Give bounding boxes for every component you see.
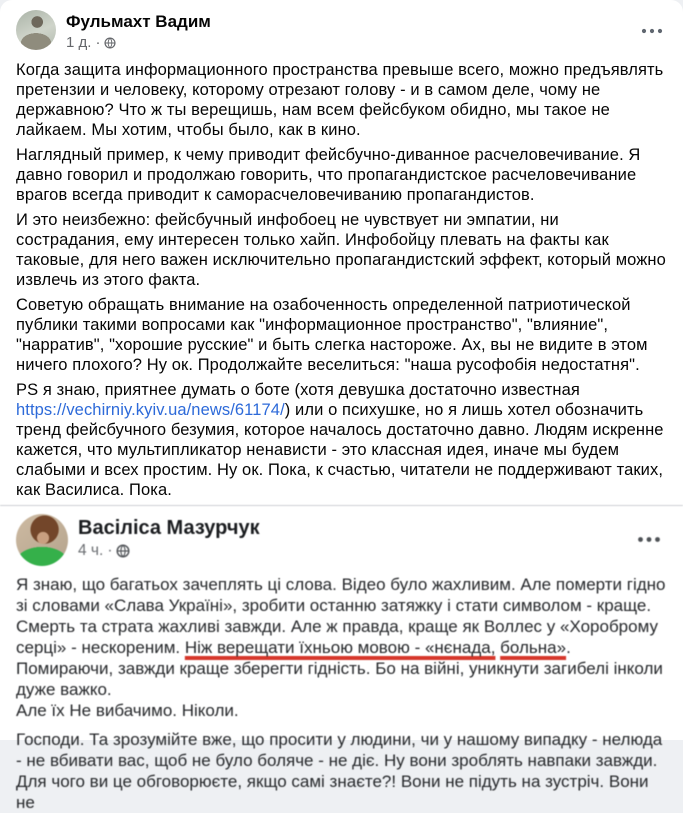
ps-text-after: ) или о психушке, но я лишь хотел обозначить тренд фейсбучного безумия, которое началось достаточно давно. Людям искренне кажется, что мультипликатор ненависти - это классная идея, иначе мы будем слабыми и всех простим. Ну ок. Пока, к счастью, читатели не поддерживают таких, как Василиса. Пока. (16, 401, 664, 499)
ps-text-before: PS я знаю, приятнее думать о боте (хотя девушка достаточно известная (16, 381, 580, 399)
quoted-author-avatar (16, 514, 68, 566)
post-paragraph: Наглядный пример, к чему приводит фейсбучно-диванное расчеловечивание. Я давно говорил и продолжаю говорить, что пропагандистское расчеловечивание врагов всегда приводит к саморасчеловечиванию пропагандистов. (16, 145, 667, 205)
author-name[interactable]: Фульмахт Вадим (66, 12, 211, 32)
globe-icon (104, 37, 116, 49)
post-options-button[interactable] (635, 16, 669, 43)
quoted-paragraph (16, 574, 667, 721)
post-paragraph: Когда защита информационного пространства превыше всего, можно предъявлять претензии и человеку, которому отрезают голову - и в самом деле, чому не державною? Что ж ты верещишь, нам всем фейсбуком обидно, мы такое не лайкаем. Мы хотим, чтобы было, как в кино. (16, 60, 667, 140)
author-avatar[interactable] (16, 10, 56, 50)
quoted-post-timestamp: 4 ч. (78, 542, 103, 560)
attached-screenshot-of-quoted-post[interactable] (0, 505, 683, 813)
red-underlined-text: Ніж верещати їхньою мовою - «нєнада, (185, 638, 496, 657)
quote-text-line: Але їх Не вибачимо. Ніколи. (16, 701, 239, 720)
quoted-post-text (0, 566, 683, 813)
ellipsis-icon (641, 28, 663, 34)
author-meta (66, 10, 211, 51)
globe-icon (116, 544, 130, 558)
post-timestamp[interactable]: 1 д. (66, 34, 91, 51)
quoted-author-meta (78, 514, 260, 560)
quoted-post-options-ellipsis-icon (633, 526, 665, 552)
post-meta-line (66, 34, 211, 51)
post-text (0, 51, 683, 500)
post-paragraph-ps (16, 380, 667, 500)
post-paragraph: И это неизбежно: фейсбучный инфобоец не чувствует ни эмпатии, ни сострадания, ему интересен только хайп. Инфобойцу плевать на факты как таковые, для него важен исключительно пропагандистский эффект, который можно извлечь из этого факта. (16, 210, 667, 290)
quote-text-after: . Помираючи, завжди краще зберегти гідність. Бо на війні, уникнути загибелі інколи дуже важко. (16, 638, 663, 699)
quoted-post-meta-line (78, 542, 260, 560)
post-paragraph: Советую обращать внимание на озабоченность определенной патриотической публики такими вопросами как "информационное пространство", "влияние", "нарратив", "хорошие русские" и быть слегка настороже. Ах, вы не видите в этом ничего плохого? Ну ок. Продолжайте веселиться: "наша русофобія недостатня". (16, 295, 667, 375)
quoted-paragraph: Господи. Та зрозумійте вже, що просити у людини, чи у нашому випадку - нелюда - не вбивати вас, щоб не було боляче - не діє. Ну вони зроблять навпаки завжди. Для чого ви це обговорюєте, якщо самі знаєте?! Вони не підуть на зустріч. Вони не (16, 729, 667, 813)
quote-text-before: Я знаю, що багатьох зачеплять ці слова. Відео було жахливим. Але померти гідно зі словами «Слава Україні», зробити останню затяжку і стати символом - краще. Смерть та страта жахливі завжди. Але ж правда, краще як Воллес у «Хороброму серці» - нескореним. (16, 575, 666, 657)
quoted-author-name: Васіліса Мазурчук (78, 516, 260, 540)
quoted-post-header (0, 506, 683, 566)
post-link[interactable]: https://vechirniy.kyiv.ua/news/61174/ (16, 401, 285, 419)
meta-separator: · (95, 34, 100, 51)
post-header (0, 0, 683, 51)
meta-separator: · (107, 542, 112, 560)
red-underlined-text: больна» (500, 638, 566, 657)
